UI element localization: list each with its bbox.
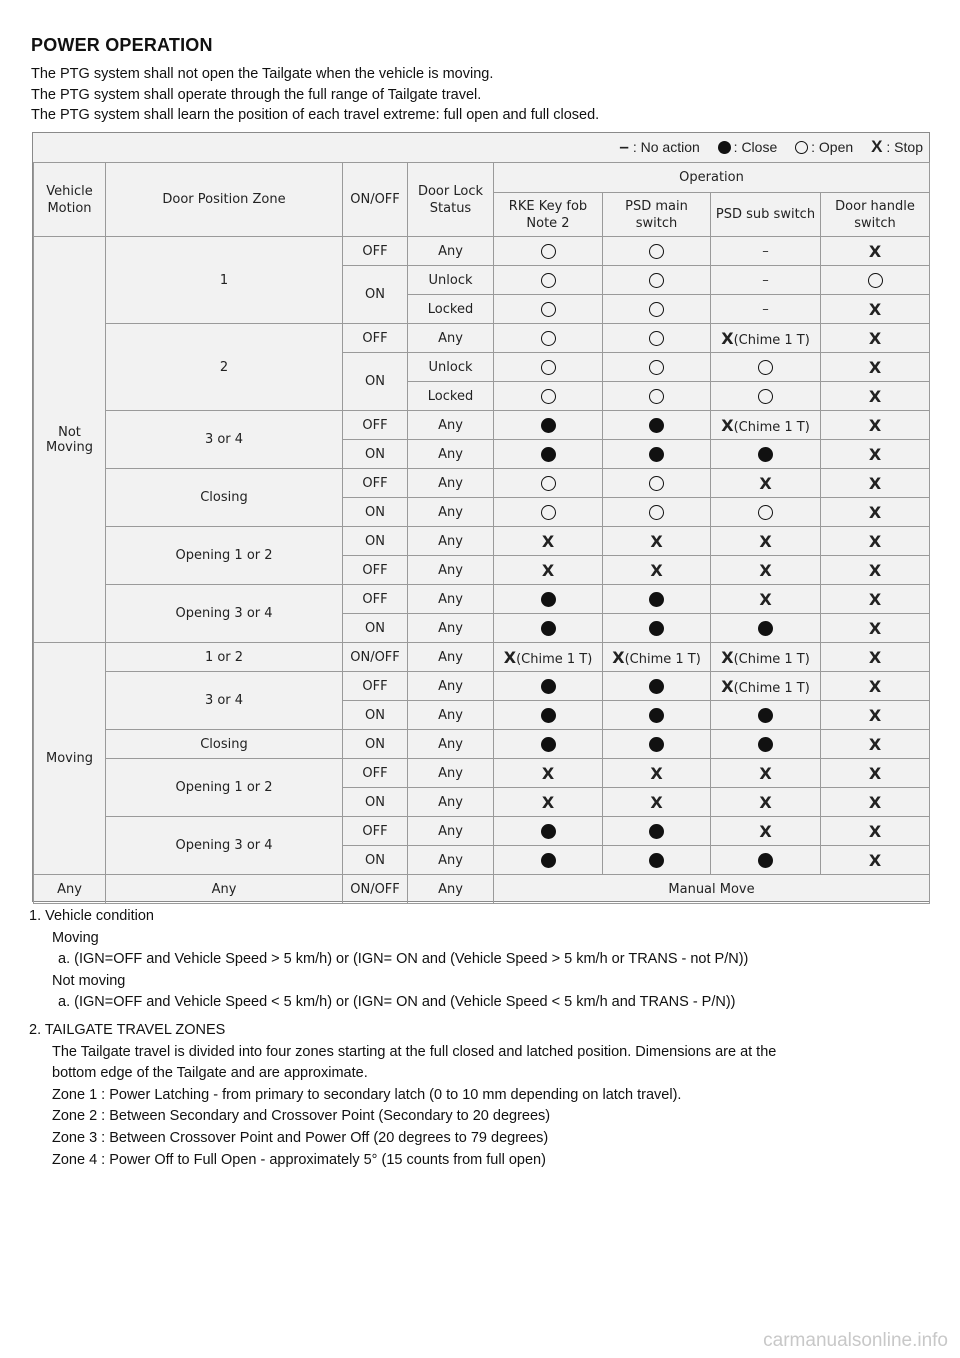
- filled-circle-icon: [718, 141, 731, 154]
- cell-lock: Any: [408, 817, 494, 846]
- cell-op: [494, 585, 603, 614]
- filled-circle-icon: [758, 447, 773, 462]
- note-2-heading: 2. TAILGATE TRAVEL ZONES: [29, 1021, 226, 1038]
- table-row: [34, 411, 930, 440]
- cell-op: [603, 498, 711, 527]
- cell-op: [821, 759, 930, 788]
- cell-lock: Any: [408, 759, 494, 788]
- cell-op: [494, 672, 603, 701]
- legend-close: : Close: [733, 139, 778, 155]
- intro-line: The PTG system shall learn the position of each travel extreme: full open and full closed.: [31, 107, 600, 123]
- table-row: [34, 585, 930, 614]
- header-psd-main: PSD main switch: [603, 193, 711, 237]
- note-2-para-line: The Tailgate travel is divided into four zones starting at the full closed and latched position. Dimensions are at the: [52, 1043, 777, 1060]
- x-icon: X: [541, 792, 555, 812]
- cell-lock: Any: [408, 440, 494, 469]
- cell-zone: Opening 1 or 2: [106, 527, 343, 585]
- open-circle-icon: [541, 244, 556, 259]
- cell-ignition: OFF: [343, 411, 408, 440]
- cell-op: [603, 440, 711, 469]
- x-icon: X: [868, 531, 882, 551]
- open-circle-icon: [649, 476, 664, 491]
- cell-ignition: ON: [343, 788, 408, 817]
- cell-lock: Unlock: [408, 353, 494, 382]
- cell-zone: Opening 3 or 4: [106, 817, 343, 875]
- header-psd-sub: PSD sub switch: [711, 193, 821, 237]
- cell-zone: 1 or 2: [106, 643, 343, 672]
- x-icon: X: [721, 415, 734, 435]
- cell-op: [494, 382, 603, 411]
- table-row: [34, 672, 930, 701]
- cell-ignition: ON/OFF: [343, 875, 408, 904]
- header-vehicle-motion: Vehicle Motion: [34, 163, 106, 237]
- cell-op: [603, 295, 711, 324]
- zone-2-desc: Zone 2 : Between Secondary and Crossover Point (Secondary to 20 degrees): [52, 1108, 551, 1125]
- open-circle-icon: [758, 389, 773, 404]
- cell-zone: 2: [106, 324, 343, 411]
- x-icon: X: [868, 473, 882, 493]
- cell-op: [711, 237, 821, 266]
- filled-circle-icon: [649, 824, 664, 839]
- x-icon: X: [868, 241, 882, 261]
- note-moving-condition: a. (IGN=OFF and Vehicle Speed > 5 km/h) or (IGN= ON and (Vehicle Speed > 5 km/h or TRANS - not P/N)): [58, 951, 749, 968]
- cell-op: [711, 672, 821, 701]
- table-header-row: [34, 163, 930, 193]
- notes: [29, 906, 776, 1171]
- cell-op: [821, 846, 930, 875]
- watermark: carmanualsonline.info: [763, 1330, 948, 1351]
- header-door-position-zone: Door Position Zone: [106, 163, 343, 237]
- cell-ignition: OFF: [343, 324, 408, 353]
- cell-ignition: ON: [343, 701, 408, 730]
- cell-lock: Any: [408, 846, 494, 875]
- cell-ignition: OFF: [343, 759, 408, 788]
- filled-circle-icon: [649, 447, 664, 462]
- cell-lock: Any: [408, 556, 494, 585]
- cell-op: [711, 846, 821, 875]
- x-icon: X: [759, 531, 772, 551]
- cell-op: [603, 846, 711, 875]
- cell-zone: Closing: [106, 469, 343, 527]
- x-icon: X: [868, 821, 882, 841]
- chime-text: (Chime 1 T): [733, 332, 810, 348]
- cell-op: [821, 382, 930, 411]
- cell-lock: Any: [408, 411, 494, 440]
- x-icon: X: [868, 328, 882, 348]
- cell-zone: Opening 1 or 2: [106, 759, 343, 817]
- cell-moving: Moving: [34, 643, 106, 875]
- cell-op: [603, 643, 711, 672]
- filled-circle-icon: [541, 824, 556, 839]
- filled-circle-icon: [649, 418, 664, 433]
- zone-4-desc: Zone 4 : Power Off to Full Open - approximately 5° (15 counts from full open): [52, 1151, 546, 1168]
- intro-text: [31, 64, 599, 126]
- filled-circle-icon: [649, 621, 664, 636]
- filled-circle-icon: [758, 621, 773, 636]
- x-icon: X: [759, 473, 772, 493]
- cell-lock: Unlock: [408, 266, 494, 295]
- x-icon: X: [759, 589, 772, 609]
- cell-op: [821, 411, 930, 440]
- cell-ignition: ON: [343, 527, 408, 556]
- x-icon: X: [871, 137, 883, 156]
- cell-ignition: ON: [343, 498, 408, 527]
- cell-op: [603, 730, 711, 759]
- intro-line: The PTG system shall not open the Tailgate when the vehicle is moving.: [31, 66, 494, 82]
- cell-op: [494, 759, 603, 788]
- table-row: [34, 527, 930, 556]
- cell-lock: Any: [408, 788, 494, 817]
- x-icon: X: [868, 734, 882, 754]
- x-icon: X: [868, 705, 882, 725]
- cell-op: [603, 527, 711, 556]
- cell-op: [821, 498, 930, 527]
- cell-lock: Any: [408, 672, 494, 701]
- open-circle-icon: [758, 360, 773, 375]
- cell-op: [603, 411, 711, 440]
- filled-circle-icon: [541, 621, 556, 636]
- open-circle-icon: [649, 389, 664, 404]
- open-circle-icon: [541, 331, 556, 346]
- header-door-lock-status: Door Lock Status: [408, 163, 494, 237]
- table-row: [34, 759, 930, 788]
- x-icon: X: [868, 299, 882, 319]
- open-circle-icon: [541, 476, 556, 491]
- cell-op: [711, 411, 821, 440]
- cell-op: [821, 730, 930, 759]
- cell-op: [494, 295, 603, 324]
- cell-op: [821, 295, 930, 324]
- cell-op: [711, 498, 821, 527]
- table-row: [34, 469, 930, 498]
- cell-op: [711, 730, 821, 759]
- cell-op: [603, 556, 711, 585]
- open-circle-icon: [541, 389, 556, 404]
- cell-op: [603, 672, 711, 701]
- cell-op: [821, 237, 930, 266]
- x-icon: X: [721, 676, 734, 696]
- x-icon: X: [868, 415, 882, 435]
- filled-circle-icon: [758, 708, 773, 723]
- open-circle-icon: [795, 141, 808, 154]
- page-title: POWER OPERATION: [31, 35, 213, 55]
- cell-op: [494, 817, 603, 846]
- cell-op: [821, 614, 930, 643]
- table-row: [34, 237, 930, 266]
- cell-lock: Any: [408, 324, 494, 353]
- cell-op: [494, 353, 603, 382]
- cell-op: [603, 237, 711, 266]
- legend-no-action: : No action: [632, 139, 700, 155]
- x-icon: X: [868, 589, 882, 609]
- cell-op: [711, 585, 821, 614]
- filled-circle-icon: [649, 853, 664, 868]
- cell-op: [711, 527, 821, 556]
- cell-op: [603, 382, 711, 411]
- operation-table-figure: [32, 132, 930, 902]
- cell-op: [821, 788, 930, 817]
- filled-circle-icon: [758, 853, 773, 868]
- x-icon: X: [868, 676, 882, 696]
- cell-op: [821, 817, 930, 846]
- cell-op: [821, 527, 930, 556]
- table-row: [34, 817, 930, 846]
- cell-not-moving: Not Moving: [34, 237, 106, 643]
- intro-line: The PTG system shall operate through the full range of Tailgate travel.: [31, 86, 482, 103]
- header-rke-key-fob: RKE Key fob Note 2: [494, 193, 603, 237]
- cell-op: [821, 701, 930, 730]
- cell-op: [603, 469, 711, 498]
- cell-op: [494, 556, 603, 585]
- cell-op: [821, 324, 930, 353]
- cell-op: [603, 759, 711, 788]
- legend-open: : Open: [811, 139, 854, 155]
- cell-op: [494, 411, 603, 440]
- cell-op: [821, 556, 930, 585]
- zone-3-desc: Zone 3 : Between Crossover Point and Power Off (20 degrees to 79 degrees): [52, 1129, 549, 1146]
- cell-zone: 1: [106, 237, 343, 324]
- cell-motion-any: Any: [34, 875, 106, 904]
- cell-op: [494, 614, 603, 643]
- cell-op: [711, 556, 821, 585]
- x-icon: X: [541, 560, 555, 580]
- x-icon: X: [868, 647, 882, 667]
- chime-text: (Chime 1 T): [516, 651, 593, 667]
- cell-op: [494, 266, 603, 295]
- cell-op: [603, 701, 711, 730]
- cell-op: [494, 643, 603, 672]
- x-icon: X: [868, 850, 882, 870]
- cell-zone: Opening 3 or 4: [106, 585, 343, 643]
- cell-op: [494, 730, 603, 759]
- table-row: [34, 875, 930, 904]
- open-circle-icon: [541, 360, 556, 375]
- table-row: [34, 324, 930, 353]
- note-not-moving-label: Not moving: [52, 972, 126, 989]
- x-icon: X: [868, 560, 882, 580]
- cell-op: [821, 469, 930, 498]
- cell-op: [494, 440, 603, 469]
- cell-op: [603, 788, 711, 817]
- table-legend: [605, 137, 923, 157]
- cell-op: [711, 382, 821, 411]
- x-icon: X: [868, 357, 882, 377]
- x-icon: X: [868, 763, 882, 783]
- cell-op: [494, 788, 603, 817]
- cell-op: [711, 295, 821, 324]
- cell-op: [494, 469, 603, 498]
- open-circle-icon: [541, 505, 556, 520]
- cell-op: [494, 701, 603, 730]
- header-on-off: ON/OFF: [343, 163, 408, 237]
- cell-lock: Any: [408, 469, 494, 498]
- cell-zone: 3 or 4: [106, 672, 343, 730]
- note-moving-label: Moving: [52, 929, 99, 946]
- filled-circle-icon: [541, 737, 556, 752]
- cell-op: [711, 701, 821, 730]
- x-icon: X: [503, 647, 517, 667]
- open-circle-icon: [649, 244, 664, 259]
- cell-op: [821, 353, 930, 382]
- cell-ignition: ON: [343, 440, 408, 469]
- cell-ignition: ON: [343, 353, 408, 411]
- dash-icon: –: [762, 243, 769, 259]
- cell-zone: 3 or 4: [106, 411, 343, 469]
- cell-op: [603, 266, 711, 295]
- cell-op: [821, 643, 930, 672]
- x-icon: X: [721, 328, 734, 348]
- cell-ignition: ON: [343, 846, 408, 875]
- filled-circle-icon: [541, 447, 556, 462]
- filled-circle-icon: [649, 708, 664, 723]
- cell-op: [603, 353, 711, 382]
- cell-op: [603, 817, 711, 846]
- note-2-para-line: bottom edge of the Tailgate and are approximate.: [52, 1065, 368, 1082]
- cell-op: [494, 324, 603, 353]
- table-row: [34, 643, 930, 672]
- open-circle-icon: [541, 302, 556, 317]
- cell-zone: Closing: [106, 730, 343, 759]
- legend-stop: : Stop: [886, 139, 923, 155]
- x-icon: X: [868, 792, 882, 812]
- cell-op: [711, 353, 821, 382]
- cell-ignition: OFF: [343, 237, 408, 266]
- filled-circle-icon: [541, 592, 556, 607]
- cell-ignition: ON/OFF: [343, 643, 408, 672]
- cell-lock: Any: [408, 730, 494, 759]
- x-icon: X: [868, 618, 882, 638]
- cell-lock: Any: [408, 643, 494, 672]
- cell-op: [603, 324, 711, 353]
- zone-1-desc: Zone 1 : Power Latching - from primary to secondary latch (0 to 10 mm depending on latch travel).: [52, 1086, 682, 1103]
- cell-lock: Locked: [408, 295, 494, 324]
- dash-icon: –: [619, 137, 629, 156]
- cell-op: [711, 324, 821, 353]
- x-icon: X: [868, 386, 882, 406]
- open-circle-icon: [649, 302, 664, 317]
- cell-lock: Any: [408, 498, 494, 527]
- cell-op: [711, 817, 821, 846]
- chime-text: (Chime 1 T): [733, 419, 810, 435]
- x-icon: X: [759, 792, 772, 812]
- filled-circle-icon: [649, 737, 664, 752]
- cell-lock: Any: [408, 875, 494, 904]
- cell-ignition: ON: [343, 266, 408, 324]
- operation-table: [33, 162, 930, 904]
- cell-lock: Locked: [408, 382, 494, 411]
- note-not-moving-condition: a. (IGN=OFF and Vehicle Speed < 5 km/h) or (IGN= ON and (Vehicle Speed < 5 km/h and TRANS - P/N)): [58, 994, 736, 1011]
- open-circle-icon: [649, 273, 664, 288]
- cell-lock: Any: [408, 585, 494, 614]
- filled-circle-icon: [541, 853, 556, 868]
- open-circle-icon: [758, 505, 773, 520]
- header-operation: Operation: [494, 163, 930, 193]
- cell-op: [494, 846, 603, 875]
- cell-ignition: ON: [343, 614, 408, 643]
- chime-text: (Chime 1 T): [733, 680, 810, 696]
- dash-icon: –: [762, 301, 769, 317]
- x-icon: X: [541, 531, 555, 551]
- open-circle-icon: [649, 360, 664, 375]
- filled-circle-icon: [541, 679, 556, 694]
- table-row: [34, 730, 930, 759]
- x-icon: X: [721, 647, 734, 667]
- cell-ignition: OFF: [343, 672, 408, 701]
- cell-op: [821, 672, 930, 701]
- x-icon: X: [650, 792, 663, 812]
- x-icon: X: [650, 763, 663, 783]
- cell-op: [494, 237, 603, 266]
- filled-circle-icon: [758, 737, 773, 752]
- cell-op: [603, 585, 711, 614]
- note-1-heading: 1. Vehicle condition: [29, 908, 154, 924]
- cell-op: [711, 469, 821, 498]
- x-icon: X: [650, 560, 663, 580]
- x-icon: X: [868, 502, 882, 522]
- cell-ignition: ON: [343, 730, 408, 759]
- cell-ignition: OFF: [343, 469, 408, 498]
- chime-text: (Chime 1 T): [733, 651, 810, 667]
- cell-op: [711, 440, 821, 469]
- cell-manual-move: Manual Move: [494, 875, 930, 904]
- open-circle-icon: [541, 273, 556, 288]
- cell-ignition: OFF: [343, 817, 408, 846]
- cell-op: [711, 759, 821, 788]
- x-icon: X: [868, 444, 882, 464]
- cell-op: [711, 643, 821, 672]
- cell-lock: Any: [408, 527, 494, 556]
- cell-lock: Any: [408, 237, 494, 266]
- x-icon: X: [650, 531, 663, 551]
- open-circle-icon: [649, 331, 664, 346]
- cell-ignition: OFF: [343, 585, 408, 614]
- header-door-handle: Door handle switch: [821, 193, 930, 237]
- cell-op: [821, 440, 930, 469]
- x-icon: X: [541, 763, 555, 783]
- dash-icon: –: [762, 272, 769, 288]
- cell-zone: Any: [106, 875, 343, 904]
- cell-op: [711, 614, 821, 643]
- cell-op: [821, 266, 930, 295]
- x-icon: X: [759, 560, 772, 580]
- cell-op: [494, 498, 603, 527]
- cell-lock: Any: [408, 701, 494, 730]
- open-circle-icon: [649, 505, 664, 520]
- cell-op: [821, 585, 930, 614]
- cell-op: [494, 527, 603, 556]
- filled-circle-icon: [541, 418, 556, 433]
- filled-circle-icon: [649, 679, 664, 694]
- x-icon: X: [759, 821, 772, 841]
- cell-op: [603, 614, 711, 643]
- cell-lock: Any: [408, 614, 494, 643]
- filled-circle-icon: [541, 708, 556, 723]
- cell-op: [711, 266, 821, 295]
- cell-ignition: OFF: [343, 556, 408, 585]
- x-icon: X: [759, 763, 772, 783]
- x-icon: X: [612, 647, 625, 667]
- filled-circle-icon: [649, 592, 664, 607]
- chime-text: (Chime 1 T): [624, 651, 701, 667]
- open-circle-icon: [868, 273, 883, 288]
- cell-op: [711, 788, 821, 817]
